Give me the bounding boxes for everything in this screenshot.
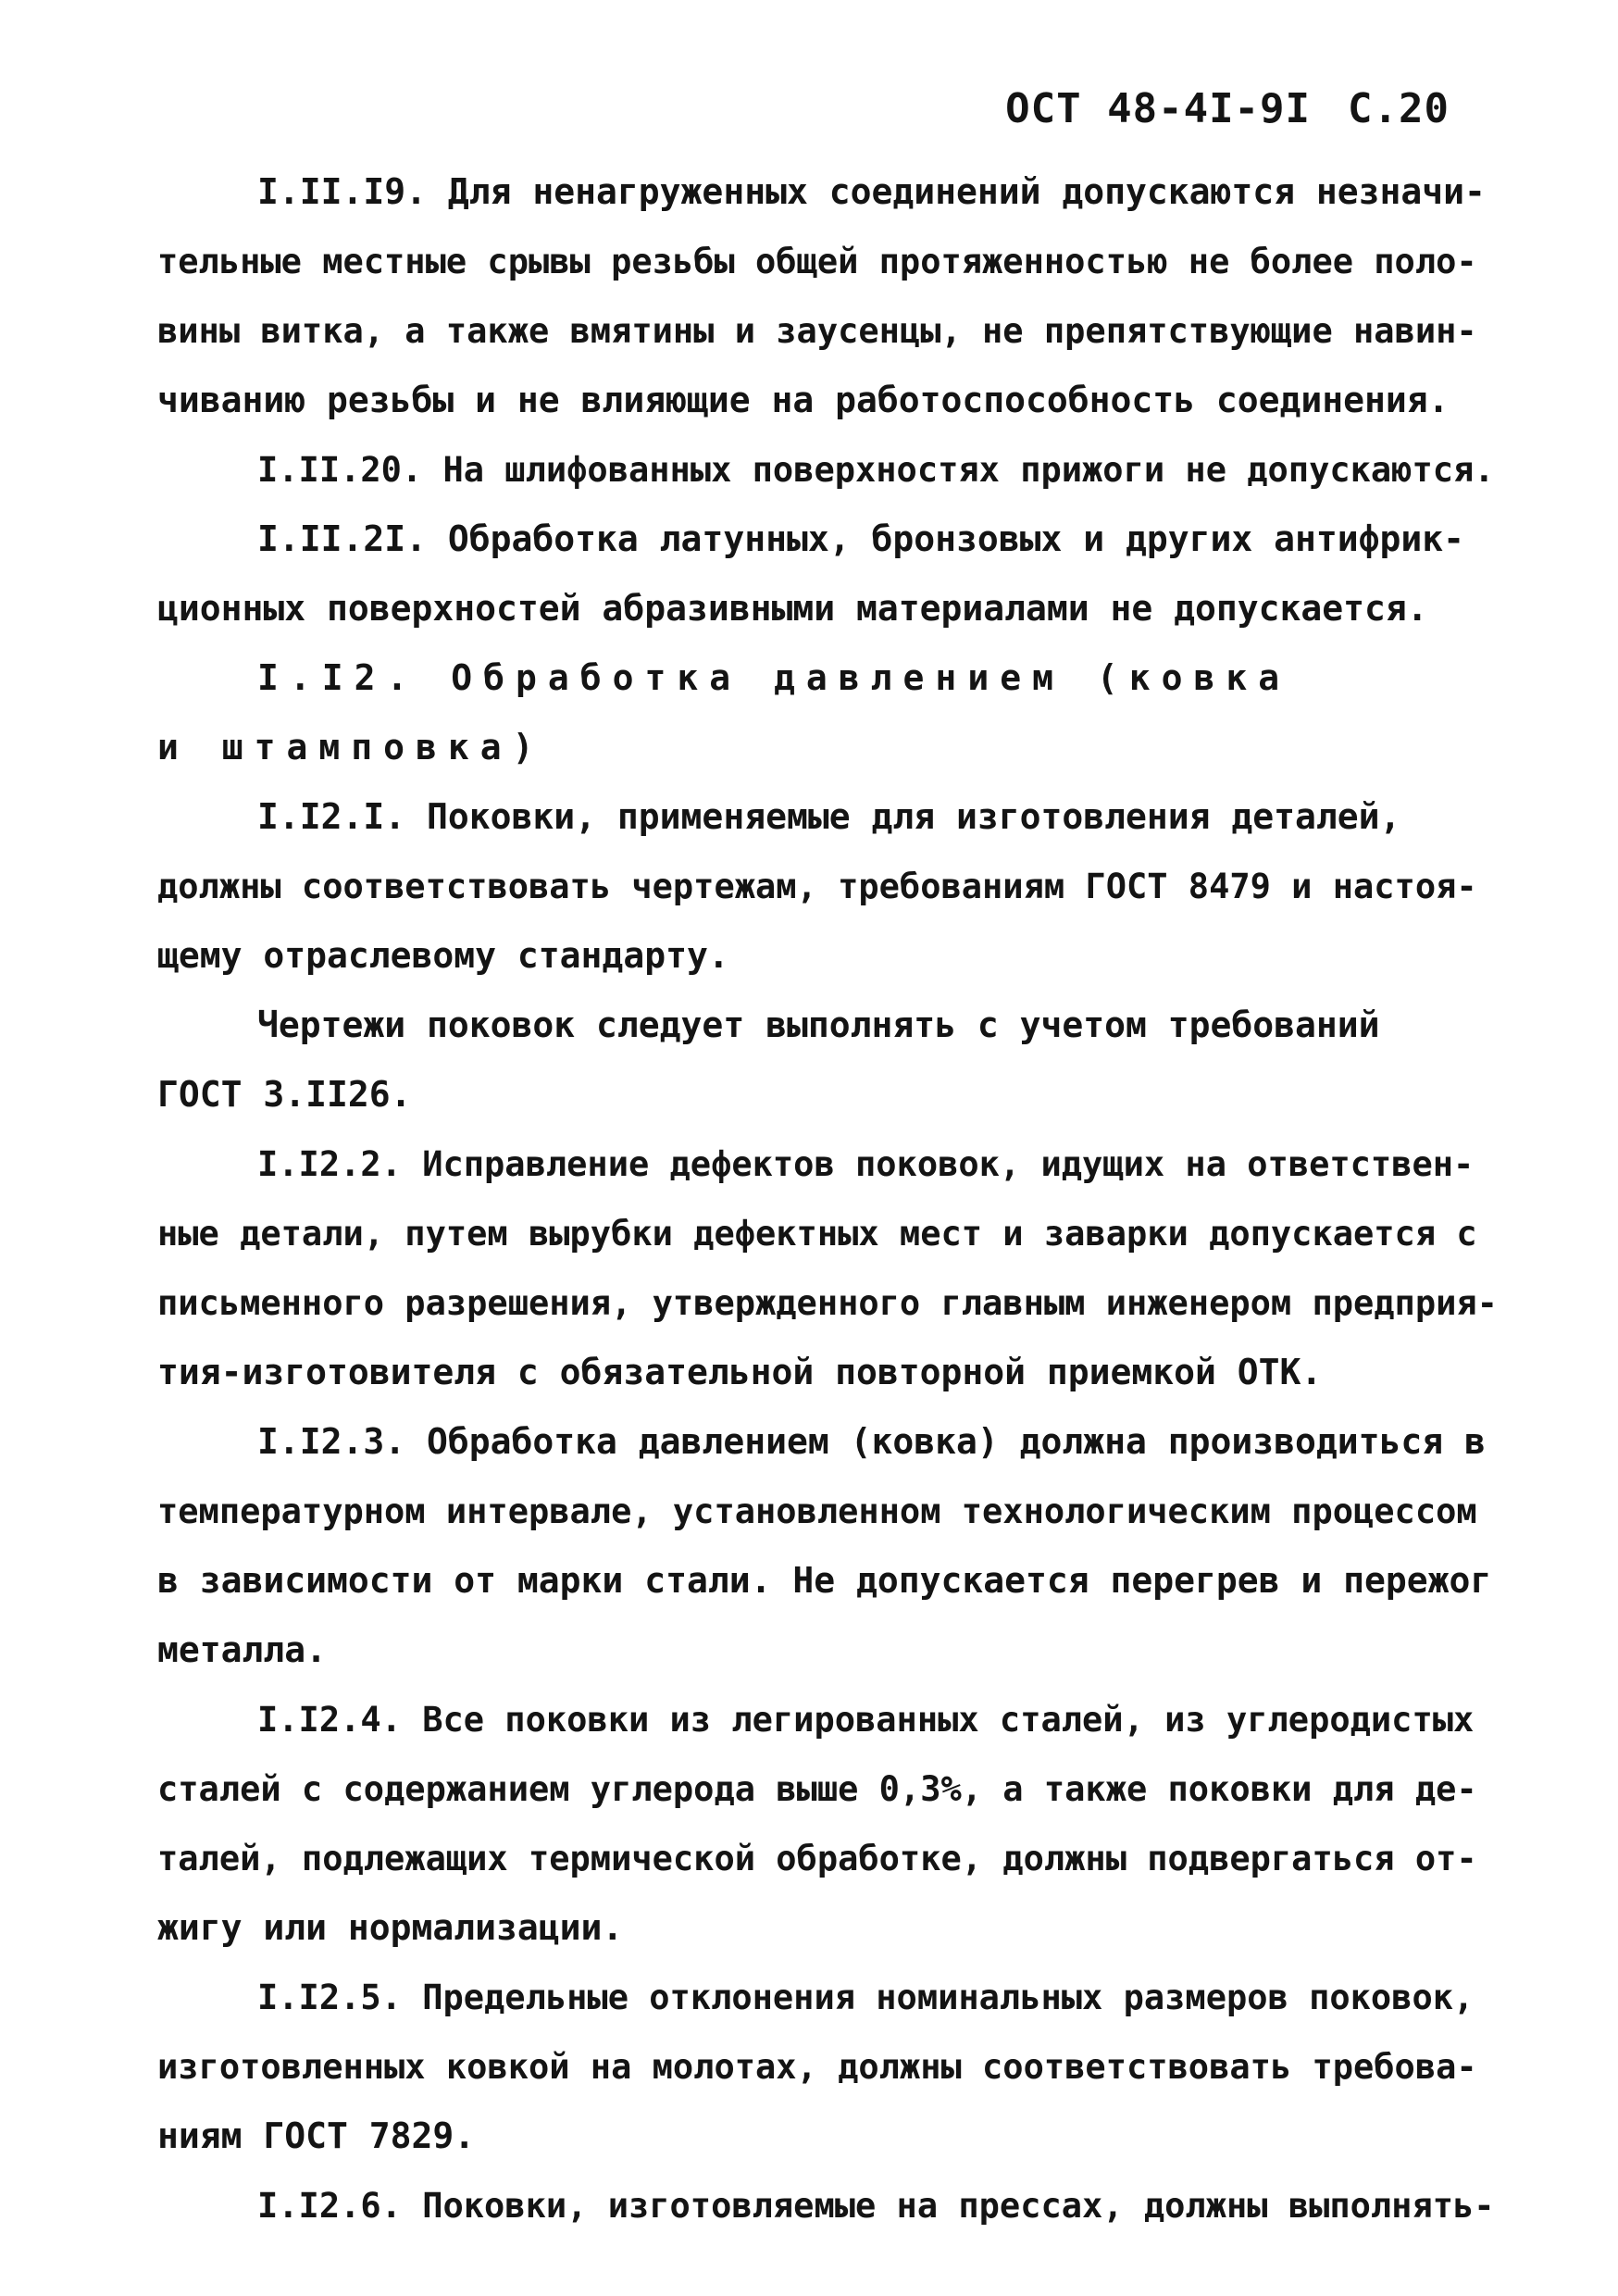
text-line: сталей с содержанием углерода выше 0,3%, а также поковки для де- — [157, 1769, 1477, 1809]
text-line: I.I2. Обработка давлением (ковка — [257, 657, 1291, 698]
document-body — [157, 157, 1500, 2240]
text-line: I.II.2I. Обработка латунных, бронзовых и других антифрик- — [257, 518, 1465, 559]
text-line: I.I2.I. Поковки, применяемые для изготовления деталей, — [257, 796, 1401, 837]
page-number: С.20 — [1348, 85, 1450, 132]
text-line: I.II.I9. Для ненагруженных соединений допускаются незначи- — [257, 171, 1486, 212]
text-line: письменного разрешения, утвержденного главным инженером предприя- — [157, 1283, 1498, 1323]
document-code: ОСТ 48-4I-9I — [1005, 85, 1312, 132]
text-line: I.I2.2. Исправление дефектов поковок, идущих на ответствен- — [257, 1144, 1475, 1184]
text-line: жигу или нормализации. — [157, 1907, 624, 1948]
text-line: температурном интервале, установленном технологическим процессом — [157, 1491, 1477, 1531]
text-line: ГОСТ 3.II26. — [157, 1074, 412, 1115]
text-line: ционных поверхностей абразивными материалами не допускается. — [157, 588, 1428, 629]
text-line: чиванию резьбы и не влияющие на работоспособность соединения. — [157, 380, 1450, 420]
text-line: вины витка, а также вмятины и заусенцы, не препятствующие навин- — [157, 311, 1477, 351]
text-line: ные детали, путем вырубки дефектных мест и заварки допускается с — [157, 1214, 1477, 1254]
text-line: и штамповка) — [157, 727, 545, 767]
text-line: I.II.20. На шлифованных поверхностях прижоги не допускаются. — [257, 450, 1495, 490]
text-line: I.I2.4. Все поковки из легированных сталей, из углеродистых — [257, 1700, 1475, 1740]
text-line: тия-изготовителя с обязательной повторной приемкой ОТК. — [157, 1352, 1323, 1392]
text-line: изготовленных ковкой на молотах, должны соответствовать требова- — [157, 2047, 1477, 2087]
text-line: I.I2.5. Предельные отклонения номинальных размеров поковок, — [257, 1978, 1475, 2017]
text-line: в зависимости от марки стали. Не допускается перегрев и пережог — [157, 1560, 1492, 1601]
text-line: ниям ГОСТ 7829. — [157, 2115, 476, 2156]
page-header — [1005, 85, 1450, 132]
text-line: талей, подлежащих термической обработке, должны подвергаться от- — [157, 1839, 1477, 1878]
text-line: I.I2.6. Поковки, изготовляемые на прессах, должны выполнять- — [257, 2186, 1495, 2226]
text-line: I.I2.3. Обработка давлением (ковка) должна производиться в — [257, 1421, 1486, 1462]
text-line: металла. — [157, 1629, 328, 1670]
text-line: должны соответствовать чертежам, требованиям ГОСТ 8479 и настоя- — [157, 867, 1477, 906]
text-line: тельные местные срывы резьбы общей протяженностью не более поло- — [157, 242, 1477, 281]
text-line: щему отраслевому стандарту. — [157, 935, 729, 976]
text-line: Чертежи поковок следует выполнять с учетом требований — [257, 1004, 1380, 1045]
